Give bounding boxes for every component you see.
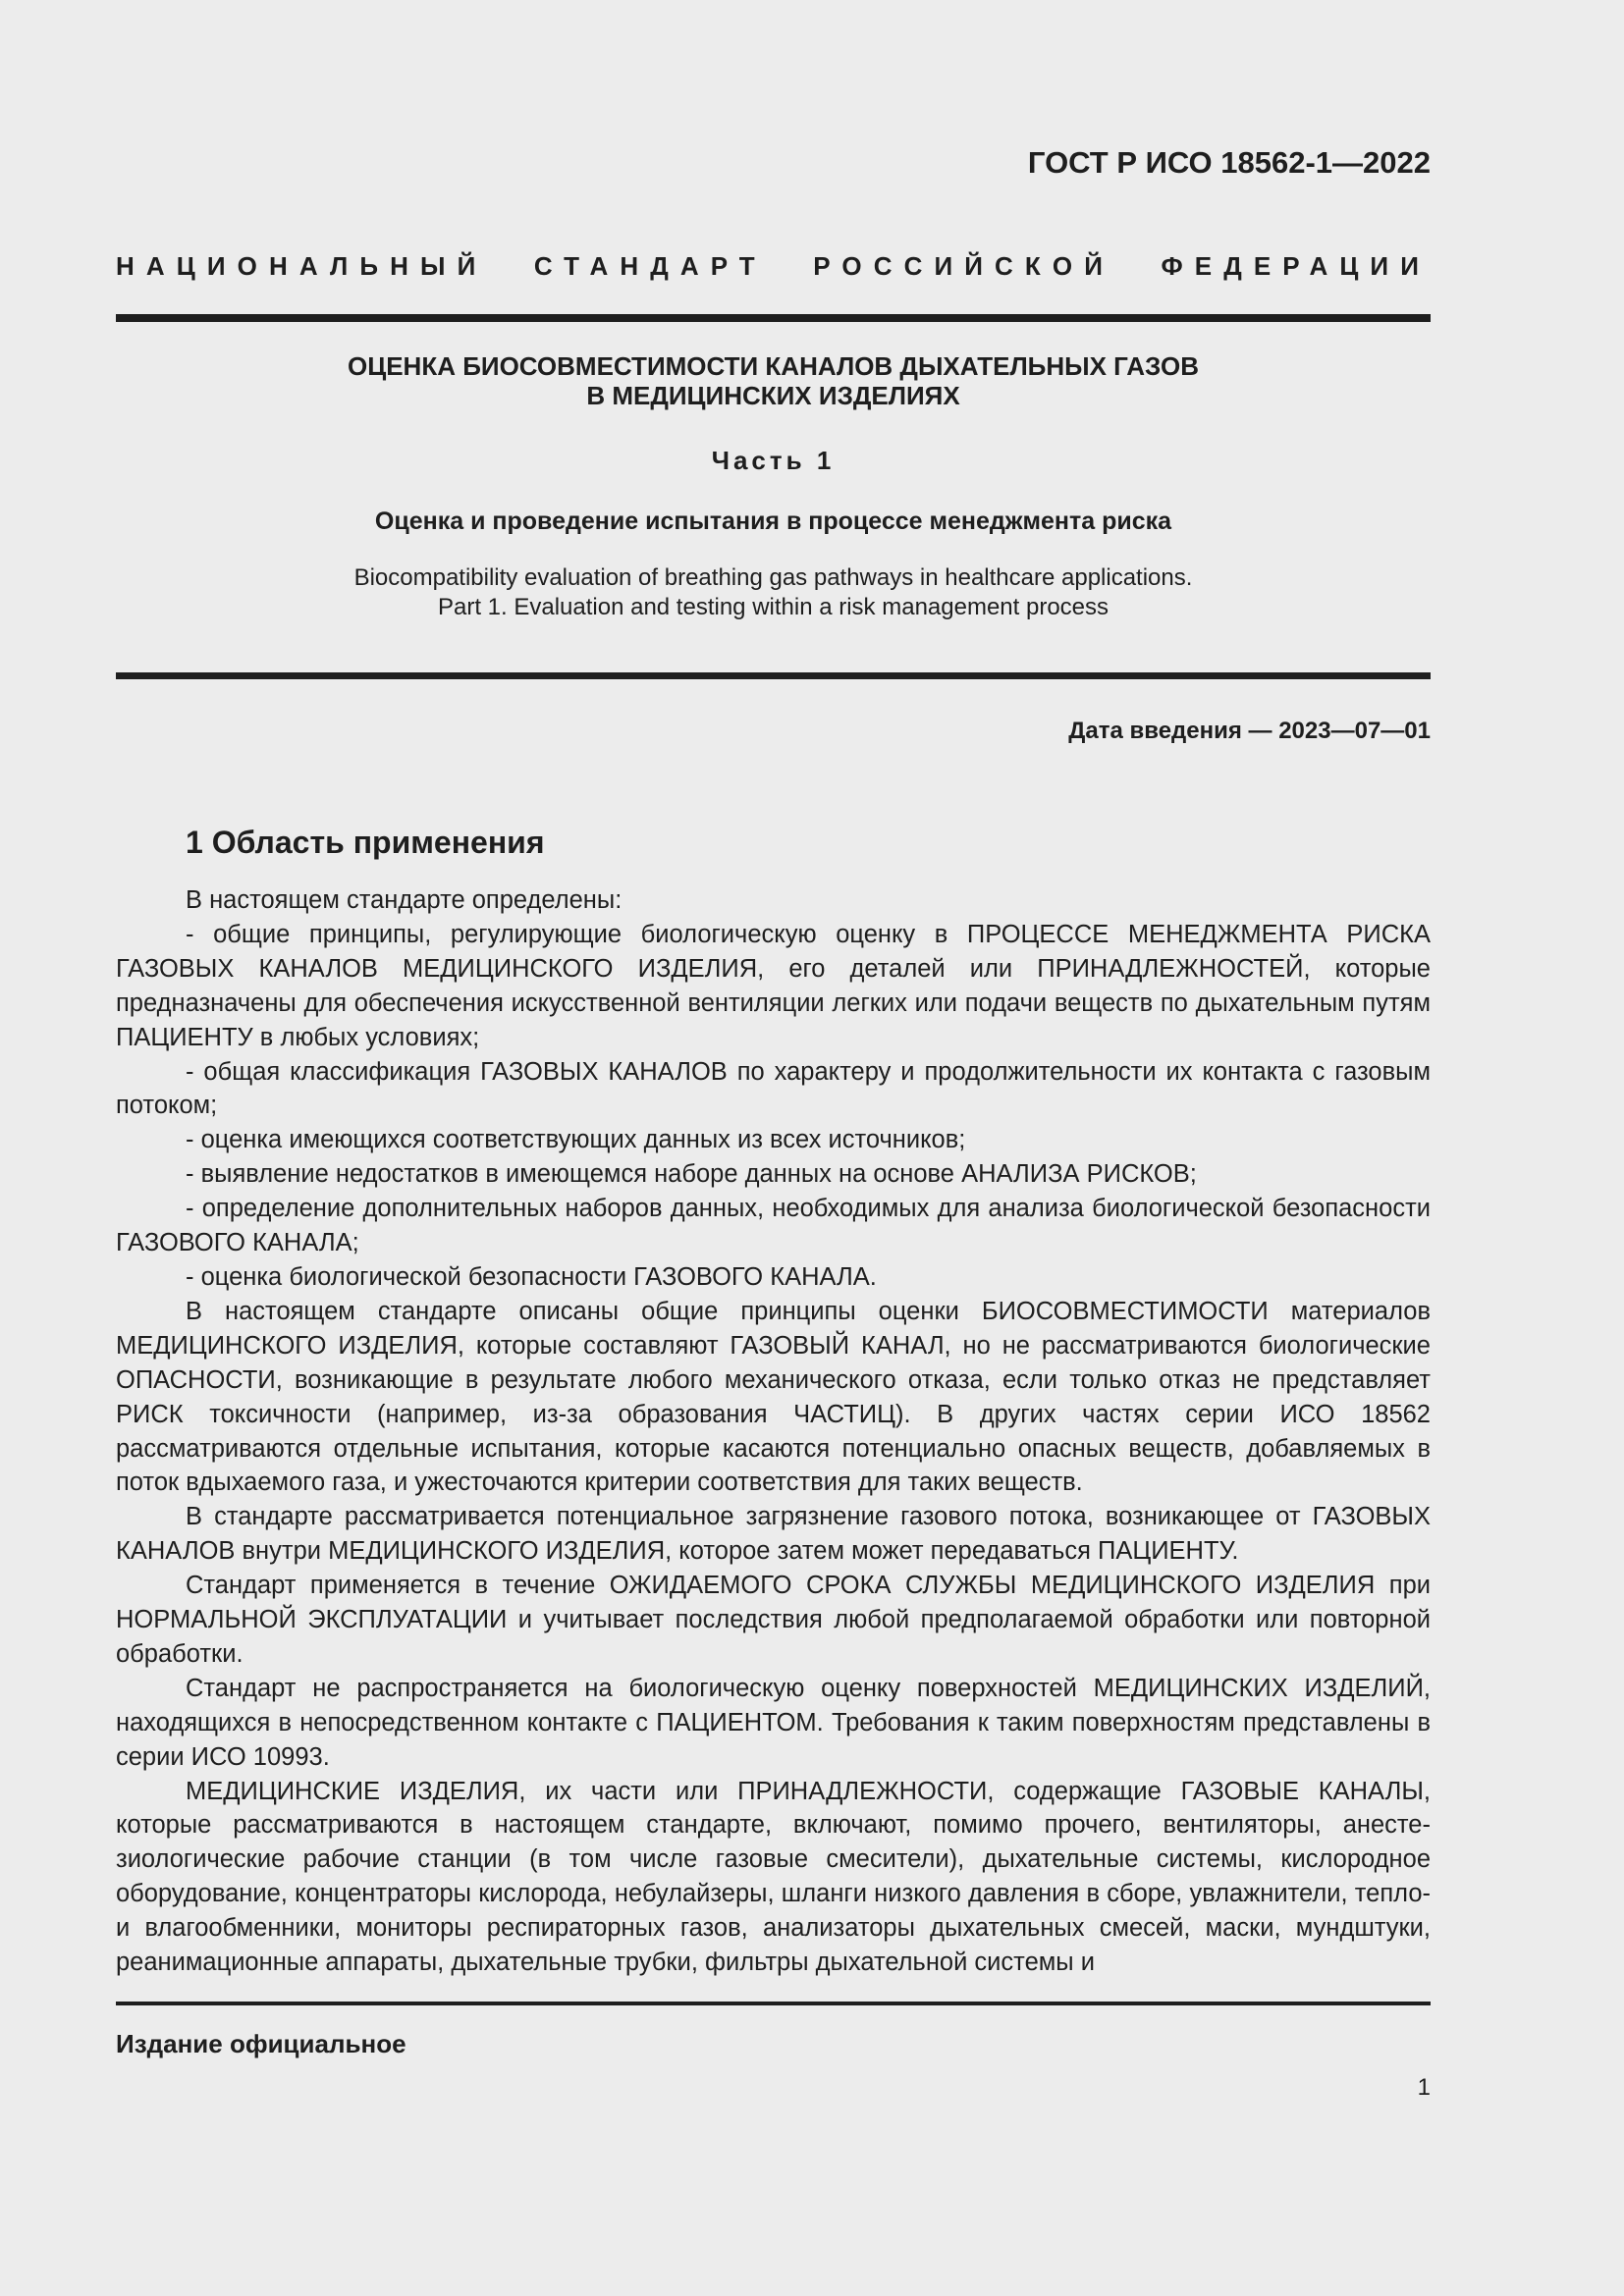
list-item: - оценка имеющихся соответствующих данных из всех источников; (186, 1126, 966, 1154)
document-title (116, 351, 1431, 410)
section-heading: 1 Область применения (186, 825, 545, 860)
paragraph: Стандарт не распространяется на биологическую оценку поверхностей МЕДИЦИНСКИХ ИЗДЕЛИЙ, находящихся в непосредственном контакте с ПАЦИЕНТОМ. Требования к таким поверхностям представлены в серии ИСО 10993. (116, 1674, 1431, 1771)
paragraph: В настоящем стандарте описаны общие принципы оценки БИОСОВМЕСТИМОСТИ материалов МЕДИЦИНСКОГО ИЗДЕЛИЯ, которые составляют ГАЗОВЫЙ КАНАЛ, но не рассматриваются биологические ОПАСНОСТИ, возникающие в результате любого механического отказа, если только отказ не представляет РИСК токсичности (например, из-за образования ЧАСТИЦ). В других частях серии ИСО 18562 рассматриваются отдельные испытания, которые касаются потенциально опасных веществ, добавляемых в поток вдыхаемого газа, и ужесточаются критерии соответствия для таких веществ. (116, 1297, 1431, 1497)
title-line-2: В МЕДИЦИНСКИХ ИЗДЕЛИЯХ (586, 381, 960, 410)
english-title (116, 563, 1431, 622)
part-label: Часть 1 (711, 446, 836, 475)
section-body (116, 883, 1431, 1980)
footer-divider (116, 2002, 1431, 2005)
list-item: - определение дополнительных наборов данных, необходимых для анализа биологической безопасности ГАЗОВОГО КАНАЛА; (116, 1195, 1431, 1257)
title-block (116, 351, 1431, 622)
standard-number: ГОСТ Р ИСО 18562-1—2022 (1027, 145, 1431, 180)
list-item: - общие принципы, регулирующие биологическую оценку в ПРОЦЕССЕ МЕНЕДЖМЕНТА РИСКА ГАЗОВЫХ КАНАЛОВ МЕДИЦИНСКОГО ИЗДЕЛИЯ, его деталей или ПРИНАДЛЕЖНОСТЕЙ, которые предназначены для обеспечения искусственной вентиляции легких или подачи веществ по дыхательным путям ПАЦИЕНТУ в любых условиях; (116, 920, 1431, 1051)
top-divider (116, 314, 1431, 322)
paragraph: Стандарт применяется в течение ОЖИДАЕМОГО СРОКА СЛУЖБЫ МЕДИЦИНСКОГО ИЗДЕЛИЯ при НОРМАЛЬНОЙ ЭКСПЛУАТАЦИИ и учитывает последствия любой предполагаемой обработки или повторной обработки. (116, 1572, 1431, 1668)
list-item: - выявление недостатков в имеющемся наборе данных на основе АНАЛИЗА РИСКОВ; (186, 1160, 1197, 1189)
paragraph: В настоящем стандарте определены: (186, 886, 623, 914)
list-item: - общая классификация ГАЗОВЫХ КАНАЛОВ по характеру и продолжительности их контакта с газовым потоком; (116, 1057, 1431, 1120)
english-title-line-2: Part 1. Evaluation and testing within a risk management process (437, 594, 1110, 620)
paragraph: МЕДИЦИНСКИЕ ИЗДЕЛИЯ, их части или ПРИНАДЛЕЖНОСТИ, содержащие ГАЗОВЫЕ КАНАЛЫ, которые рассматриваются в настоящем стандарте, включают, помимо прочего, вентиляторы, анестезиологические рабочие станции (в том числе газовые смесители), дыхательные системы, кислородное оборудование, концентраторы кислорода, небулайзеры, шланги низкого давления в сборе, увлажнители, тепло- и влагообменники, мониторы респираторных газов, анализаторы дыхательных смесей, маски, мундштуки, реанимационные аппараты, дыхательные трубки, фильтры дыхательной системы и (116, 1777, 1431, 1977)
national-standard-banner: НАЦИОНАЛЬНЫЙ СТАНДАРТ РОССИЙСКОЙ ФЕДЕРАЦИИ (116, 251, 1431, 281)
english-title-line-1: Biocompatibility evaluation of breathing gas pathways in healthcare applications. (353, 564, 1193, 591)
paragraph: В стандарте рассматривается потенциальное загрязнение газового потока, возникающее от ГАЗОВЫХ КАНАЛОВ внутри МЕДИЦИНСКОГО ИЗДЕЛИЯ, которое затем может передаваться ПАЦИЕНТУ. (116, 1503, 1431, 1566)
edition-label: Издание официальное (116, 2029, 406, 2058)
title-divider (116, 672, 1431, 679)
list-item: - оценка биологической безопасности ГАЗОВОГО КАНАЛА. (186, 1262, 877, 1291)
page-number: 1 (1417, 2074, 1431, 2101)
effective-date: Дата введения — 2023—07—01 (1068, 718, 1431, 744)
part-title: Оценка и проведение испытания в процессе менеджмента риска (374, 507, 1172, 535)
title-line-1: ОЦЕНКА БИОСОВМЕСТИМОСТИ КАНАЛОВ ДЫХАТЕЛЬНЫХ ГАЗОВ (348, 351, 1199, 381)
